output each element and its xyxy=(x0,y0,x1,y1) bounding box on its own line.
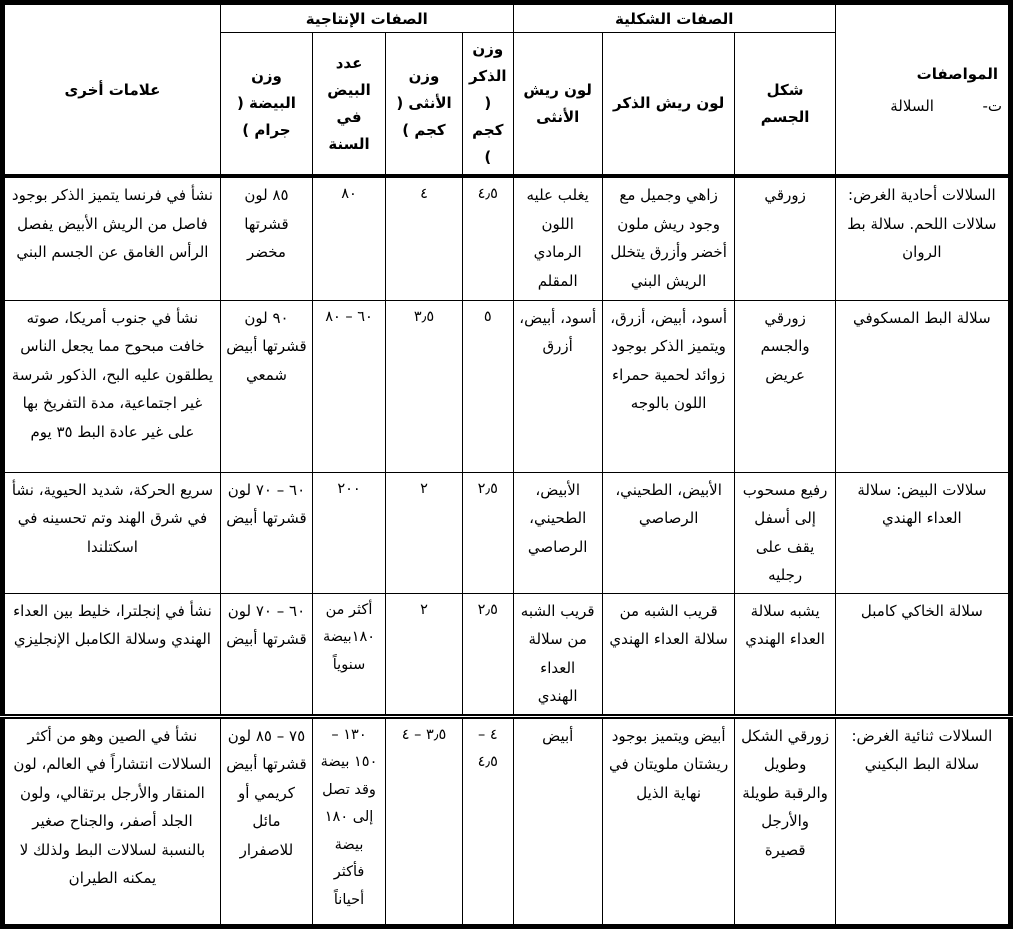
header-cell-body-shape: شكل الجسم xyxy=(735,33,835,177)
cell-other-marks: نشأ في جنوب أمريكا، صوته خافت مبحوح مما يجعل الناس يطلقون عليه البح، الذكور شرسة غير اجتماعية، مدة التفريخ بها على غير عادة البط ٣٥ يوم xyxy=(3,300,221,472)
cell-other-marks: نشأ في إنجلترا، خليط بين العداء الهندي وسلالة الكامبل الإنجليزي xyxy=(3,593,221,716)
cell-male-feather: أسود، أبيض، أزرق، ويتميز الذكر بوجود زوائد لحمية حمراء اللون بالوجه xyxy=(602,300,735,472)
cell-breed: السلالات أحادية الغرض: سلالات اللحم. سلالة بط الروان xyxy=(835,176,1010,300)
cell-female-feather: أسود، أبيض، أزرق xyxy=(513,300,602,472)
cell-body-shape: يشبه سلالة العداء الهندي xyxy=(735,593,835,716)
cell-eggs-per-year: ١٣٠ – ١٥٠ بيضة وقد تصل إلى ١٨٠ بيضة فأكثر أحياناً xyxy=(313,716,386,926)
cell-female-weight: ٢ xyxy=(385,472,462,593)
cell-body-shape: رفيع مسحوب إلى أسفل يقف على رجليه xyxy=(735,472,835,593)
cell-eggs-per-year: ٢٠٠ xyxy=(313,472,386,593)
header-cell-female-feather-color: لون ريش الأنثى xyxy=(513,33,602,177)
cell-female-feather: الأبيض، الطحيني، الرصاصي xyxy=(513,472,602,593)
table-row-pekin xyxy=(3,716,1011,926)
cell-male-feather: قريب الشبه من سلالة العداء الهندي xyxy=(602,593,735,716)
cell-other-marks: نشأ في فرنسا يتميز الذكر بوجود فاصل من الريش الأبيض يفصل الرأس الغامق عن الجسم البني xyxy=(3,176,221,300)
table-row-khaki-campbell xyxy=(3,593,1011,716)
cell-male-weight: ٤٫٥ xyxy=(462,176,513,300)
header-group-production-traits: الصفات الإنتاجية xyxy=(220,3,513,33)
table-row-indian-runner xyxy=(3,472,1011,593)
header-group-shape-traits: الصفات الشكلية xyxy=(513,3,835,33)
header-cell-specs-breed xyxy=(835,3,1010,177)
header-cell-female-weight: وزن الأنثى ( كجم ) xyxy=(385,33,462,177)
cell-eggs-per-year: ٨٠ xyxy=(313,176,386,300)
cell-male-weight: ٢٫٥ xyxy=(462,472,513,593)
cell-eggs-per-year: ٦٠ – ٨٠ xyxy=(313,300,386,472)
cell-other-marks: نشأ في الصين وهو من أكثر السلالات انتشاراً في العالم، لون المنقار والأرجل برتقالي، ولون الجلد أصفر، والجناح صغير بالنسبة لسلالات البط ولذلك لا يمكنه الطيران xyxy=(3,716,221,926)
table-body xyxy=(3,176,1011,926)
breed-header-label: السلالة xyxy=(890,96,934,115)
cell-egg-weight: ٦٠ – ٧٠ لون قشرتها أبيض xyxy=(220,472,312,593)
cell-male-feather: الأبيض، الطحيني، الرصاصي xyxy=(602,472,735,593)
specs-header-label: المواصفات xyxy=(916,64,998,83)
cell-egg-weight: ٧٥ – ٨٥ لون قشرتها أبيض كريمي أو مائل للاصفرار xyxy=(220,716,312,926)
cell-female-feather: أبيض xyxy=(513,716,602,926)
cell-egg-weight: ٦٠ – ٧٠ لون قشرتها أبيض xyxy=(220,593,312,716)
cell-female-feather: قريب الشبه من سلالة العداء الهندي xyxy=(513,593,602,716)
cell-body-shape: زورقي والجسم عريض xyxy=(735,300,835,472)
table-header xyxy=(3,3,1011,177)
header-cell-eggs-per-year: عدد البيض في السنة xyxy=(313,33,386,177)
header-cell-egg-weight: وزن البيضة ( جرام ) xyxy=(220,33,312,177)
cell-female-weight: ٤ xyxy=(385,176,462,300)
cell-eggs-per-year: أكثر من ١٨٠بيضة سنوياً xyxy=(313,593,386,716)
table-row-rouen xyxy=(3,176,1011,300)
cell-body-shape: زورقي الشكل وطويل والرقبة طويلة والأرجل قصيرة xyxy=(735,716,835,926)
cell-egg-weight: ٩٠ لون قشرتها أبيض شمعي xyxy=(220,300,312,472)
cell-male-weight: ٤ – ٤٫٥ xyxy=(462,716,513,926)
header-cell-other-marks: علامات أخرى xyxy=(3,3,221,177)
cell-breed: سلالة الخاكي كامبل xyxy=(835,593,1010,716)
cell-female-weight: ٣٫٥ xyxy=(385,300,462,472)
cell-breed: السلالات ثنائية الغرض: سلالة البط البكيني xyxy=(835,716,1010,926)
table-row-muscovy xyxy=(3,300,1011,472)
index-header-label: ت- xyxy=(982,96,1002,115)
cell-other-marks: سريع الحركة، شديد الحيوية، نشأ في شرق الهند وتم تحسينه في اسكتلندا xyxy=(3,472,221,593)
header-cell-male-feather-color: لون ريش الذكر xyxy=(602,33,735,177)
cell-male-feather: أبيض ويتميز بوجود ريشتان ملويتان في نهاية الذيل xyxy=(602,716,735,926)
cell-breed: سلالة البط المسكوفي xyxy=(835,300,1010,472)
cell-breed: سلالات البيض: سلالة العداء الهندي xyxy=(835,472,1010,593)
cell-male-weight: ٥ xyxy=(462,300,513,472)
cell-body-shape: زورقي xyxy=(735,176,835,300)
cell-male-weight: ٢٫٥ xyxy=(462,593,513,716)
cell-male-feather: زاهي وجميل مع وجود ريش ملون أخضر وأزرق يتخلل الريش البني xyxy=(602,176,735,300)
breed-header-line xyxy=(842,97,1002,115)
cell-female-feather: يغلب عليه اللون الرمادي المقلم xyxy=(513,176,602,300)
header-group-row xyxy=(3,3,1011,33)
cell-female-weight: ٢ xyxy=(385,593,462,716)
header-cell-male-weight: وزن الذكر ( كجم ) xyxy=(462,33,513,177)
cell-female-weight: ٣٫٥ – ٤ xyxy=(385,716,462,926)
cell-egg-weight: ٨٥ لون قشرتها مخضر xyxy=(220,176,312,300)
